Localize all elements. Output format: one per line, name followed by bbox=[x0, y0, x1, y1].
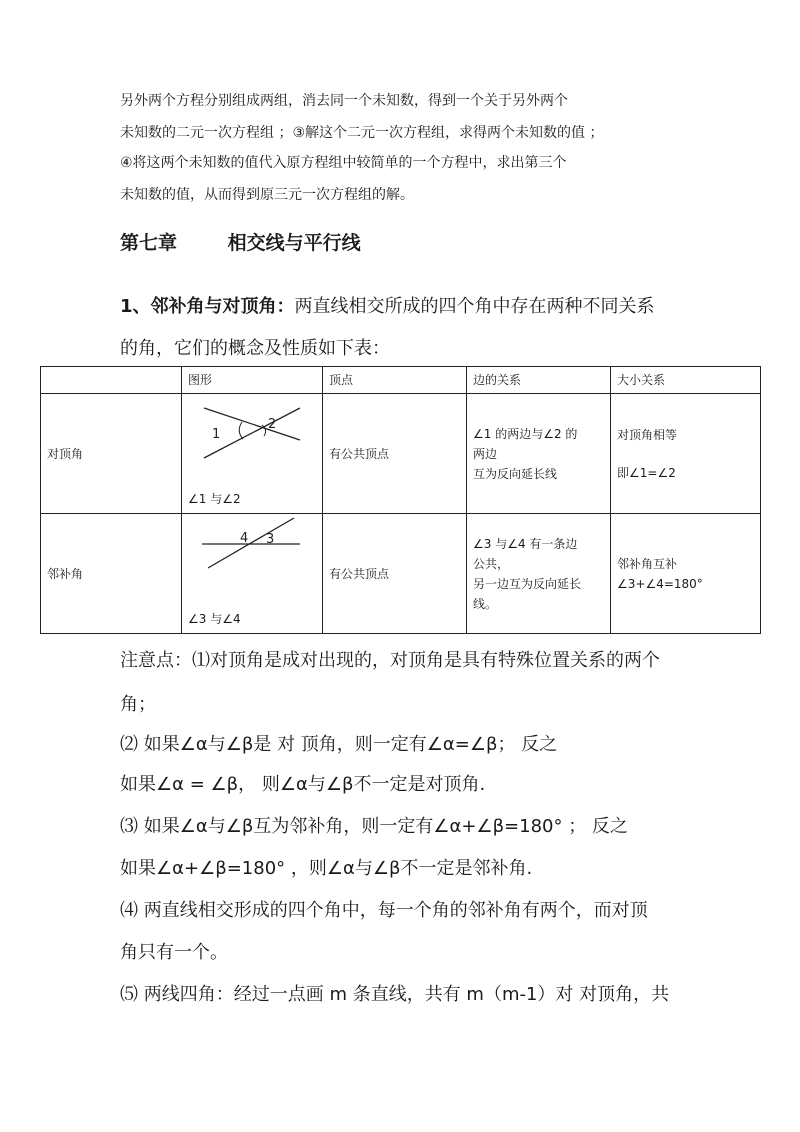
angle-label-2: 2 bbox=[268, 417, 277, 432]
vertex-text: 有公共顶点 bbox=[329, 567, 390, 581]
size-line: ∠3+∠4=180° bbox=[617, 576, 703, 591]
header-vertex: 顶点 bbox=[323, 367, 467, 394]
row-name: 对顶角 bbox=[47, 447, 84, 461]
vertex-text: 有公共顶点 bbox=[329, 447, 390, 461]
size-cell bbox=[611, 394, 761, 514]
chapter-heading bbox=[120, 228, 361, 255]
edge-cell bbox=[467, 514, 611, 634]
section-1-line-1 bbox=[120, 292, 655, 318]
note-3a: ⑶ 如果∠α与∠β互为邻补角，则一定有∠α+∠β=180° ； 反之 bbox=[120, 816, 628, 837]
edge-line: 另一边互为反向延长 bbox=[473, 576, 582, 591]
figure-cell bbox=[182, 394, 323, 514]
angle-properties-table bbox=[40, 366, 761, 634]
section-1-text-2: 的角，它们的概念及性质如下表： bbox=[120, 338, 390, 359]
edge-line: 线。 bbox=[473, 596, 498, 611]
section-1-text-1: 两直线相交所成的四个角中存在两种不同关系 bbox=[294, 296, 655, 317]
note-1a: 注意点：⑴对顶角是成对出现的，对顶角是具有特殊位置关系的两个 bbox=[120, 650, 660, 671]
note-2a: ⑵ 如果∠α与∠β是 对 顶角，则一定有∠α=∠β； 反之 bbox=[120, 734, 558, 755]
vertex-cell bbox=[323, 394, 467, 514]
figure-cell bbox=[182, 514, 323, 634]
edge-cell bbox=[467, 394, 611, 514]
note-5a: ⑸ 两线四角：经过一点画 m 条直线，共有 m（m-1）对 对顶角，共 bbox=[120, 984, 670, 1005]
angle-label-3: 3 bbox=[266, 532, 275, 547]
header-edge-relation: 边的关系 bbox=[467, 367, 611, 394]
note-2b: 如果∠α = ∠β， 则∠α与∠β不一定是对顶角. bbox=[120, 774, 486, 795]
row-name-cell bbox=[41, 394, 182, 514]
size-line: 邻补角互补 bbox=[617, 556, 678, 571]
section-1-heading: 1、邻补角与对顶角： bbox=[120, 296, 295, 317]
angle-label-4: 4 bbox=[240, 531, 249, 546]
intro-line-3: ④将这两个未知数的值代入原方程组中较简单的一个方程中，求出第三个 bbox=[120, 155, 567, 171]
note-3b: 如果∠α+∠β=180° ，则∠α与∠β不一定是邻补角. bbox=[120, 858, 533, 879]
edge-line: ∠3 与∠4 有一条边 bbox=[473, 536, 578, 551]
edge-line: 互为反向延长线 bbox=[473, 466, 558, 481]
table-header-row bbox=[41, 367, 761, 394]
figure-caption: ∠1 与∠2 bbox=[188, 492, 241, 506]
intro-line-4: 未知数的值，从而得到原三元一次方程组的解。 bbox=[120, 187, 414, 203]
intro-line-2: 未知数的二元一次方程组 ；③解这个二元一次方程组，求得两个未知数的值 ； bbox=[120, 125, 604, 141]
table-row bbox=[41, 514, 761, 634]
size-line: 对顶角相等 bbox=[617, 427, 678, 442]
chapter-number: 第七章 bbox=[120, 232, 178, 254]
chapter-title: 相交线与平行线 bbox=[227, 232, 361, 254]
note-4a: ⑷ 两直线相交形成的四个角中，每一个角的邻补角有两个，而对顶 bbox=[120, 900, 648, 921]
header-blank bbox=[41, 367, 182, 394]
table-row bbox=[41, 394, 761, 514]
intro-line-1: 另外两个方程分别组成两组，消去同一个未知数，得到一个关于另外两个 bbox=[120, 93, 568, 109]
row-name: 邻补角 bbox=[47, 567, 84, 581]
size-line: 即∠1=∠2 bbox=[617, 465, 676, 480]
edge-line: ∠1 的两边与∠2 的 bbox=[473, 426, 578, 441]
size-cell bbox=[611, 514, 761, 634]
vertex-cell bbox=[323, 514, 467, 634]
angle-arc-a bbox=[239, 422, 243, 439]
note-4b: 角只有一个。 bbox=[120, 942, 228, 963]
row-name-cell bbox=[41, 514, 182, 634]
figure-caption: ∠3 与∠4 bbox=[188, 612, 241, 626]
angle-label-1: 1 bbox=[212, 427, 221, 442]
header-figure: 图形 bbox=[182, 367, 323, 394]
header-size-relation: 大小关系 bbox=[611, 367, 761, 394]
edge-line: 两边 bbox=[473, 446, 498, 461]
edge-line: 公共， bbox=[473, 556, 510, 571]
note-1b: 角； bbox=[120, 694, 156, 715]
line-slanted bbox=[208, 518, 294, 568]
